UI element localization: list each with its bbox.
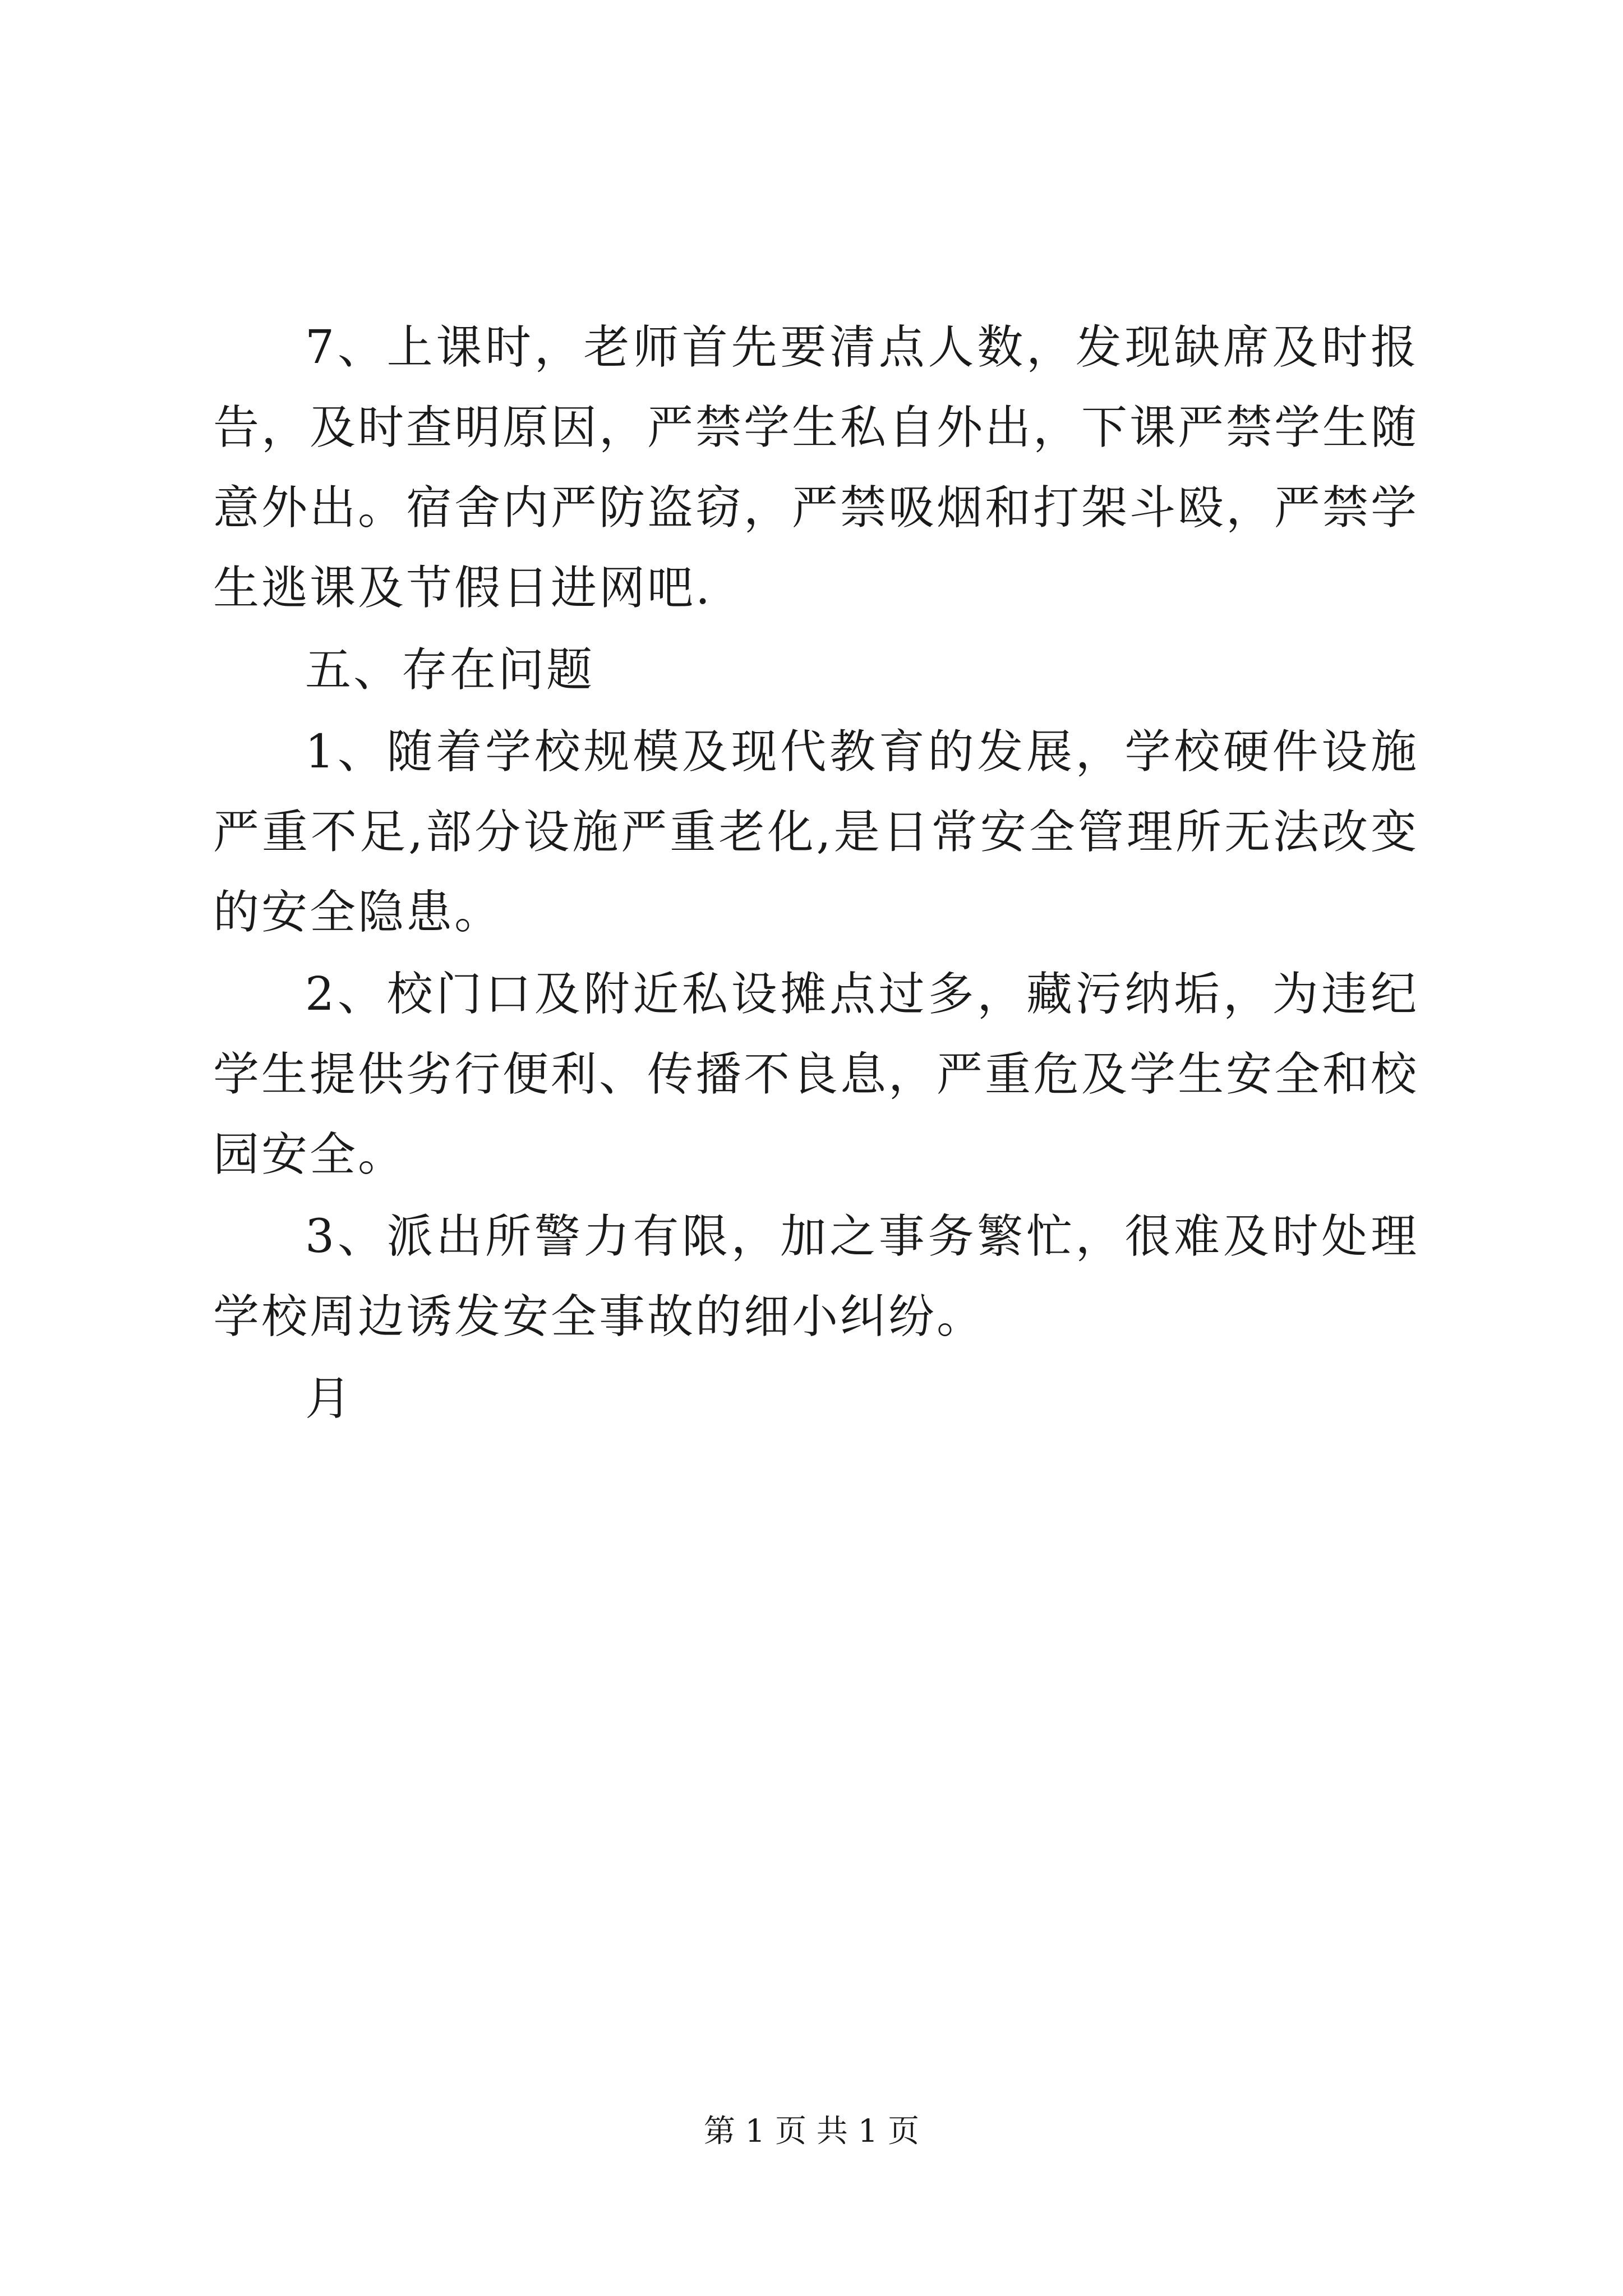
paragraph-month: 月 — [305, 1372, 354, 1425]
document-body — [213, 307, 1419, 1441]
paragraph-problem-1: 1、随着学校规模及现代教育的发展，学校硬件设施严重不足,部分设施严重老化,是日常安全管理所无法改变的安全隐患。 — [213, 725, 1419, 939]
page-number-footer: 第 1 页 共 1 页 — [703, 2113, 920, 2150]
section-heading-problems: 五、存在问题 — [305, 643, 595, 697]
paragraph-problem-2: 2、校门口及附近私设摊点过多，藏污纳垢，为违纪学生提供劣行便利、传播不良息，严重危及学生安全和校园安全。 — [213, 968, 1419, 1181]
paragraph-problem-3: 3、派出所警力有限，加之事务繁忙，很难及时处理学校周边诱发安全事故的细小纠纷。 — [213, 1210, 1419, 1343]
paragraph-item-7: 7、上课时，老师首先要清点人数，发现缺席及时报告，及时查明原因，严禁学生私自外出，下课严禁学生随意外出。宿舍内严防盗窃，严禁吸烟和打架斗殴，严禁学生逃课及节假日进网吧. — [213, 321, 1419, 615]
